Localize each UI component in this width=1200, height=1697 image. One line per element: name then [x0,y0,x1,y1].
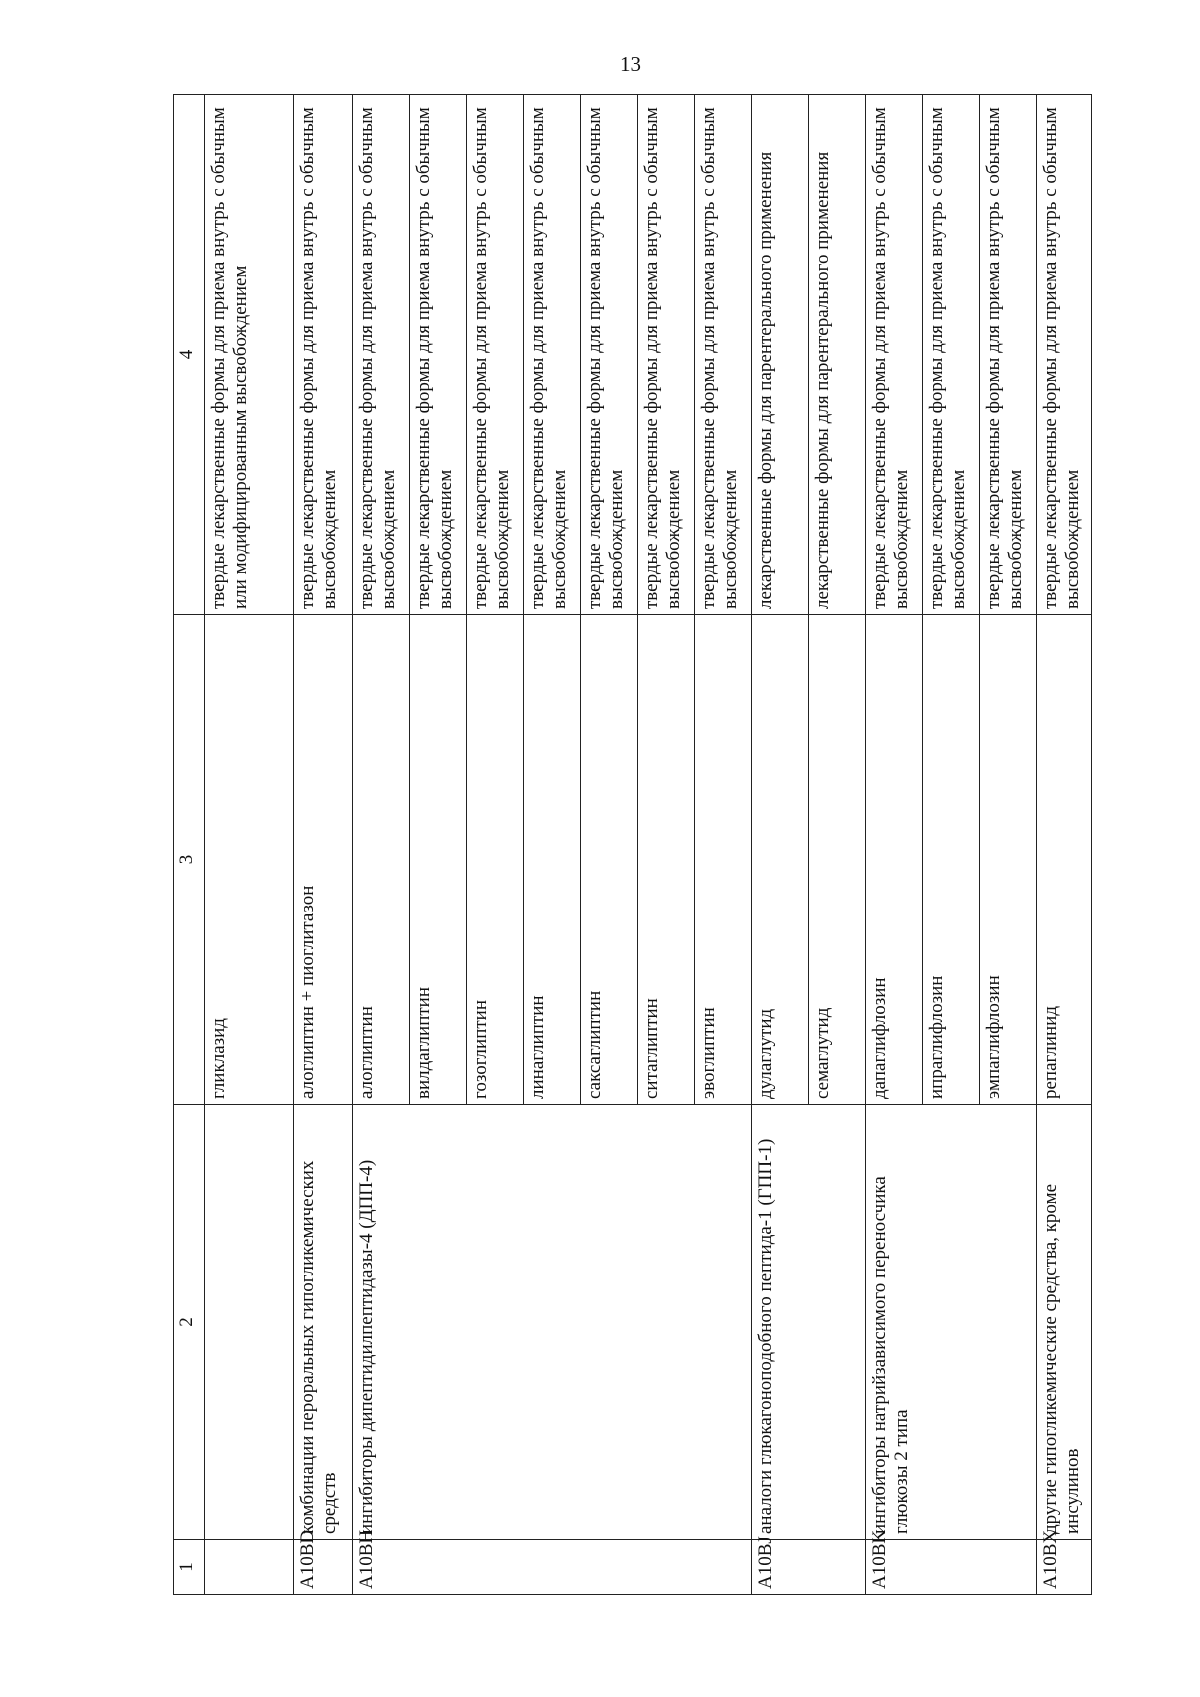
form-cell: твердые лекарственные формы для приема внутрь с обычным высвобождением [410,95,467,615]
table-row [524,95,581,1595]
table-row [752,95,809,1595]
substance-cell: эвоглиптин [695,615,752,1105]
code-cell [205,1540,294,1595]
group-cell: ингибиторы дипептидилпептидазы-4 (ДПП-4) [353,1105,410,1540]
code-cell [581,1540,638,1595]
table-row [809,95,866,1595]
group-cell [581,1105,638,1540]
form-cell: твердые лекарственные формы для приема внутрь с обычным высвобождением [524,95,581,615]
group-cell: другие гипогликемические средства, кроме инсулинов [1037,1105,1092,1540]
substance-cell: гозоглиптин [467,615,524,1105]
group-cell: ингибиторы натрийзависимого переносчика глюкозы 2 типа [866,1105,923,1540]
form-cell: твердые лекарственные формы для приема внутрь с обычным высвобождением [638,95,695,615]
code-cell: A10BD [294,1540,353,1595]
group-cell [980,1105,1037,1540]
group-cell [410,1105,467,1540]
table-row [205,95,294,1595]
table-row [410,95,467,1595]
substance-cell: линаглиптин [524,615,581,1105]
code-cell [809,1540,866,1595]
substance-cell: эмпаглифлозин [980,615,1037,1105]
table-row [353,95,410,1595]
code-cell [695,1540,752,1595]
form-cell: твердые лекарственные формы для приема внутрь с обычным высвобождением [294,95,353,615]
form-cell: твердые лекарственные формы для приема внутрь с обычным высвобождением [581,95,638,615]
form-cell: твердые лекарственные формы для приема внутрь с обычным высвобождением [353,95,410,615]
code-cell: A10BJ [752,1540,809,1595]
page-number: 13 [620,52,641,76]
code-cell [638,1540,695,1595]
code-cell [467,1540,524,1595]
group-cell [524,1105,581,1540]
substance-cell: дапаглифлозин [866,615,923,1105]
substance-cell: репаглинид [1037,615,1092,1105]
code-cell [410,1540,467,1595]
code-cell [923,1540,980,1595]
column-header-3: 3 [174,615,205,1105]
code-cell [524,1540,581,1595]
table-row [1037,95,1092,1595]
substance-cell: гликлазид [205,615,294,1105]
table-row [294,95,353,1595]
table-header-row [174,95,205,1595]
form-cell: твердые лекарственные формы для приема внутрь с обычным высвобождением [923,95,980,615]
code-cell [980,1540,1037,1595]
form-cell: твердые лекарственные формы для приема внутрь с обычным высвобождением [1037,95,1092,615]
group-cell: комбинации пероральных гипогликемических средств [294,1105,353,1540]
form-cell: твердые лекарственные формы для приема внутрь с обычным высвобождением [695,95,752,615]
column-header-1: 1 [174,1540,205,1595]
drug-table [173,94,1092,1595]
form-cell: твердые лекарственные формы для приема внутрь с обычным высвобождением [467,95,524,615]
table-row [467,95,524,1595]
rotated-table-container [173,95,1083,1595]
form-cell: твердые лекарственные формы для приема внутрь с обычным или модифицированным высвобождением [205,95,294,615]
code-cell: A10BX [1037,1540,1092,1595]
column-header-2: 2 [174,1105,205,1540]
column-header-4: 4 [174,95,205,615]
code-cell: A10BK [866,1540,923,1595]
substance-cell: ипраглифлозин [923,615,980,1105]
group-cell [638,1105,695,1540]
table-row [638,95,695,1595]
substance-cell: саксаглиптин [581,615,638,1105]
group-cell: аналоги глюкагоноподобного пептида-1 (ГПП-1) [752,1105,809,1540]
form-cell: лекарственные формы для парентерального применения [752,95,809,615]
group-cell [809,1105,866,1540]
code-cell: A10BH [353,1540,410,1595]
table-row [581,95,638,1595]
group-cell [923,1105,980,1540]
substance-cell: ситаглиптин [638,615,695,1105]
form-cell: твердые лекарственные формы для приема внутрь с обычным высвобождением [980,95,1037,615]
group-cell [695,1105,752,1540]
group-cell [205,1105,294,1540]
table-row [980,95,1037,1595]
table-row [923,95,980,1595]
form-cell: лекарственные формы для парентерального применения [809,95,866,615]
substance-cell: алоглиптин + пиоглитазон [294,615,353,1105]
table-row [695,95,752,1595]
substance-cell: семаглутид [809,615,866,1105]
table-row [866,95,923,1595]
substance-cell: алоглиптин [353,615,410,1105]
group-cell [467,1105,524,1540]
substance-cell: дулаглутид [752,615,809,1105]
substance-cell: вилдаглиптин [410,615,467,1105]
form-cell: твердые лекарственные формы для приема внутрь с обычным высвобождением [866,95,923,615]
